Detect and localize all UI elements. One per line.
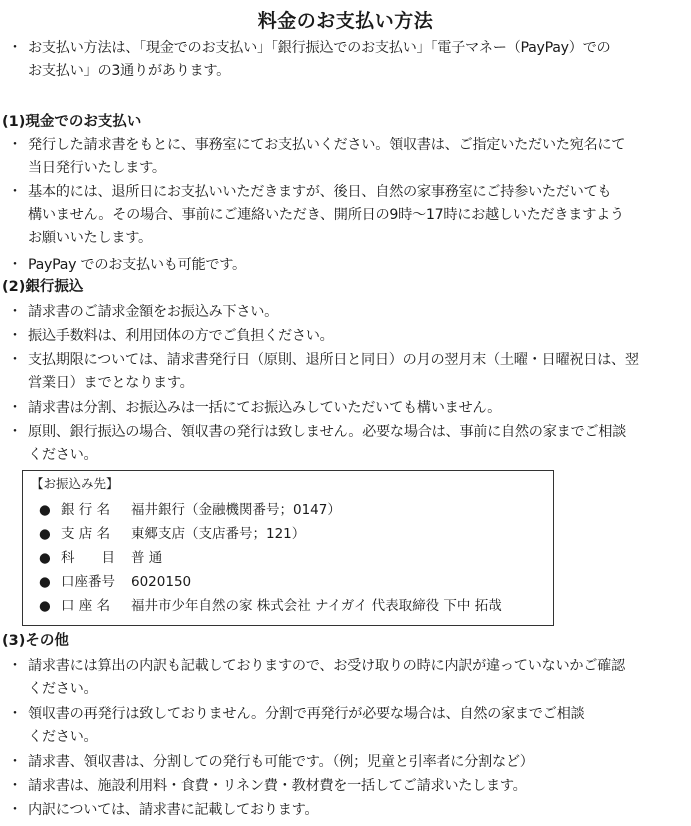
bullet-icon: ・ <box>8 40 22 56</box>
transfer-row-account-holder <box>39 595 502 617</box>
section1-line: PayPay でのお支払いも可能です。 <box>28 257 246 273</box>
row-label: 銀 行 名 <box>61 502 111 518</box>
bullet-dot-icon: ● <box>39 598 51 614</box>
section2-line: ください。 <box>28 447 98 463</box>
section3-line: 請求書、領収書は、分割しての発行も可能です。（例；児童と引率者に分割など） <box>28 754 534 770</box>
section2-line: 支払期限については、請求書発行日（原則、退所日と同日）の月の翌月末（土曜・日曜祝日は、翌 <box>28 352 639 368</box>
section2-line: 振込手数料は、利用団体の方でご負担ください。 <box>28 328 334 344</box>
bullet-icon: ・ <box>8 424 22 440</box>
bullet-icon: ・ <box>8 137 22 153</box>
section2-line: 原則、銀行振込の場合、領収書の発行は致しません。必要な場合は、事前に自然の家までご相談 <box>28 424 627 440</box>
section-heading-cash: (1)現金でのお支払い <box>2 114 142 130</box>
row-value: 普 通 <box>131 550 163 566</box>
bullet-icon: ・ <box>8 328 22 344</box>
row-label: 支 店 名 <box>61 526 111 542</box>
row-label: 科 目 <box>61 550 115 566</box>
section1-line: 当日発行いたします。 <box>28 160 166 176</box>
row-label: 口 座 名 <box>61 598 111 614</box>
section3-line: 請求書には算出の内訳も記載しておりますので、お受け取りの時に内訳が違っていないかご確認 <box>28 658 625 674</box>
section3-line: 内訳については、請求書に記載しております。 <box>28 802 319 818</box>
bullet-icon: ・ <box>8 658 22 674</box>
row-value: 6020150 <box>131 574 192 590</box>
section3-line: 領収書の再発行は致しておりません。分割で再発行が必要な場合は、自然の家までご相談 <box>28 706 585 722</box>
bullet-dot-icon: ● <box>39 502 51 518</box>
row-value: 東郷支店（支店番号；121） <box>131 526 306 542</box>
bullet-dot-icon: ● <box>39 574 51 590</box>
section3-line: ください。 <box>28 729 98 745</box>
row-value: 福井市少年自然の家 株式会社 ナイガイ 代表取締役 下中 拓哉 <box>131 598 502 614</box>
transfer-row-account-number <box>39 571 191 593</box>
transfer-row-bank-name <box>39 499 341 521</box>
bullet-dot-icon: ● <box>39 526 51 542</box>
intro-line: お支払い」の3通りがあります。 <box>28 63 231 79</box>
row-value: 福井銀行（金融機関番号；0147） <box>131 502 341 518</box>
section2-line: 請求書のご請求金額をお振込み下さい。 <box>28 304 278 320</box>
bullet-icon: ・ <box>8 802 22 818</box>
section3-line: 請求書は、施設利用料・食費・リネン費・教材費を一括してご請求いたします。 <box>28 778 527 794</box>
bullet-icon: ・ <box>8 706 22 722</box>
section1-line: 構いません。その場合、事前にご連絡いただき、開所日の9時～17時にお越しいただきますよう <box>28 207 624 223</box>
section3-line: ください。 <box>28 681 98 697</box>
transfer-box-title: 【お振込み先】 <box>31 476 119 491</box>
bullet-icon: ・ <box>8 184 22 200</box>
transfer-destination-box <box>22 470 554 626</box>
section1-line: 発行した請求書をもとに、事務室にてお支払いください。領収書は、ご指定いただいた宛名にて <box>28 137 626 153</box>
transfer-row-branch-name <box>39 523 305 545</box>
transfer-row-account-type <box>39 547 162 569</box>
bullet-icon: ・ <box>8 400 22 416</box>
bullet-icon: ・ <box>8 257 22 273</box>
section-heading-other: (3)その他 <box>2 633 69 649</box>
section2-line: 営業日）までとなります。 <box>28 375 194 391</box>
section-heading-bank-transfer: (2)銀行振込 <box>2 279 84 295</box>
section1-line: お願いいたします。 <box>28 230 152 246</box>
bullet-icon: ・ <box>8 778 22 794</box>
bullet-icon: ・ <box>8 304 22 320</box>
section2-line: 請求書は分割、お振込みは一括にてお振込みしていただいても構いません。 <box>28 400 502 416</box>
intro-line: お支払い方法は、「現金でのお支払い」「銀行振込でのお支払い」「電子マネー（PayPay）での <box>28 40 611 56</box>
bullet-icon: ・ <box>8 754 22 770</box>
bullet-icon: ・ <box>8 352 22 368</box>
bullet-dot-icon: ● <box>39 550 51 566</box>
row-label: 口座番号 <box>61 574 115 590</box>
section1-line: 基本的には、退所日にお支払いいただきますが、後日、自然の家事務室にご持参いただいても <box>28 184 612 200</box>
page-title: 料金のお支払い方法 <box>257 10 434 32</box>
